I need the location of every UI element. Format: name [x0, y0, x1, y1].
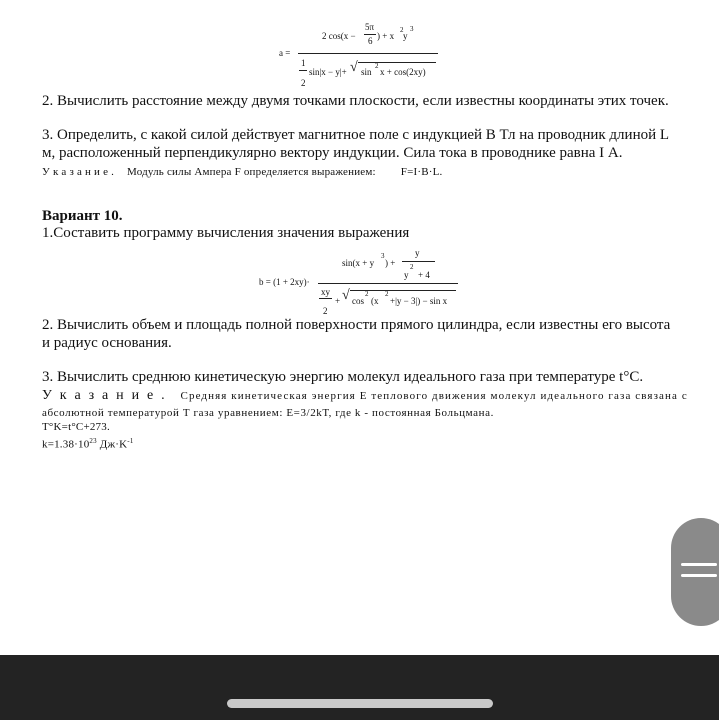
formula-b-den-xy: xy: [321, 287, 330, 297]
formula-b-num-sup: 3: [381, 252, 385, 260]
formula-a-den-text3: x + cos(2xy): [380, 67, 426, 77]
formula-a-half-line: [299, 70, 307, 71]
formula-a-num-sup1: 2: [400, 26, 404, 34]
menu-line-icon-top: [681, 563, 717, 566]
formula-a-lhs: a =: [279, 48, 291, 58]
formula-b-frac-bottom-rest: + 4: [418, 270, 430, 280]
hint-2-text-2: абсолютной температурой Т газа уравнением: Е=3/2kТ, где k - постоянная Больцмана.: [42, 407, 494, 419]
hint-1-formula: F=I·B·L.: [400, 166, 443, 178]
boltzmann-value: k=1.38·10: [42, 438, 90, 451]
hint-2-text-1: Средняя кинетическая энергия Е теплового движения молекул идеального газа связана с: [180, 390, 688, 402]
formula-a-num-part2: ) + x: [377, 31, 395, 41]
formula-a-den-half-bottom: 2: [301, 78, 306, 88]
formula-b-frac-top: y: [415, 248, 420, 258]
formula-a-num-y: y: [403, 31, 408, 41]
variant-10-task-2-line-1: 2. Вычислить объем и площадь полной поверхности прямого цилиндра, если известны его высота: [42, 317, 671, 333]
side-menu-button[interactable]: [671, 518, 719, 626]
formula-b-frac-bottom-sup: 2: [410, 263, 414, 271]
hint-1-text: Модуль силы Ампера F определяется выражением:: [127, 166, 376, 178]
formula-b-den-cos-sup: 2: [365, 290, 369, 298]
formula-b-den-inner: (x: [371, 296, 379, 306]
hint-1-label: У к а з а н и е .: [42, 166, 115, 178]
formula-a-num-six: 6: [368, 36, 373, 46]
bottom-bar: [0, 655, 719, 720]
variant-10-task-1: 1.Составить программу вычисления значения выражения: [42, 225, 410, 241]
task-2-text: 2. Вычислить расстояние между двумя точками плоскости, если известны координаты этих точек.: [42, 93, 669, 109]
hint-2-line-1: [42, 386, 688, 405]
variant-10-task-3: 3. Вычислить среднюю кинетическую энергию молекул идеального газа при температуре t°C.: [42, 369, 644, 385]
formula-a-den-text2: sin: [361, 67, 372, 77]
hint-2-text-4: [42, 432, 134, 454]
home-indicator[interactable]: [227, 699, 493, 708]
formula-b-xy-line: [319, 298, 332, 299]
formula-a-main-fraction-line: [298, 53, 438, 54]
formula-b-den-inner-rest: +|y − 3|) − sin x: [390, 296, 448, 306]
formula-b-den-cos: cos: [352, 296, 364, 306]
formula-a-pi-fraction-line: [364, 34, 376, 35]
task-3-line-1: 3. Определить, с какой силой действует магнитное поле с индукцией В Тл на проводник длиной L: [42, 127, 670, 143]
variant-10-task-2-line-2: и радиус основания.: [42, 335, 172, 351]
formula-b-den-plus: +: [335, 296, 341, 306]
boltzmann-unit-exponent: -1: [127, 437, 134, 445]
boltzmann-exponent: 23: [89, 437, 97, 445]
hint-1: [42, 163, 442, 181]
task-3-line-2: м, расположенный перпендикулярно вектору индукции. Сила тока в проводнике равна I А.: [42, 145, 623, 161]
formula-b-sqrt-icon: √: [342, 288, 350, 303]
formula-a-sqrt-icon: √: [350, 60, 358, 75]
formula-b-den-inner-sup: 2: [385, 290, 389, 298]
hint-2-label: У к а з а н и е .: [42, 388, 167, 403]
formula-a-den-half-top: 1: [301, 58, 306, 68]
formula-b-small-fraction-line: [402, 261, 435, 262]
formula-a-den-text1: sin|x − y|+: [309, 67, 347, 77]
formula-a-num-pi: 5π: [365, 22, 375, 32]
variant-title: Вариант 10.: [42, 208, 123, 224]
formula-b-den-two: 2: [323, 306, 328, 316]
formula-b-frac-bottom-y: y: [404, 270, 409, 280]
formula-a-den-sup: 2: [375, 62, 379, 70]
formula-a-sqrt-bar: [358, 62, 436, 63]
formula-b-num-text: sin(x + y: [342, 258, 375, 268]
formula-a-num-part1: 2 cos(x −: [322, 31, 356, 41]
formula-b-lhs: b = (1 + 2xy)·: [259, 277, 310, 287]
formula-b-num-text2: ) +: [385, 258, 396, 268]
hint-2-text-3: T°K=t°C+273.: [42, 421, 110, 433]
formula-a-num-sup2: 3: [410, 25, 414, 33]
formula-b-main-fraction-line: [318, 283, 458, 284]
boltzmann-unit: Дж·K: [96, 438, 128, 451]
menu-line-icon-bottom: [681, 574, 717, 577]
